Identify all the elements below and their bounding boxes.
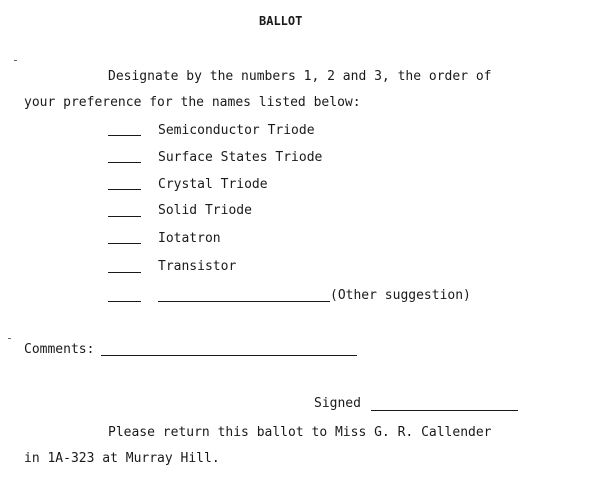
option-label: Solid Triode xyxy=(158,203,252,218)
option-label: Transistor xyxy=(158,259,237,274)
scan-speck xyxy=(8,338,11,339)
option-label: Semiconductor Triode xyxy=(158,123,315,138)
return-instructions-line-2: in 1A-323 at Murray Hill. xyxy=(24,451,220,466)
rank-input-semiconductor-triode[interactable] xyxy=(108,135,141,136)
option-label: Crystal Triode xyxy=(158,177,268,192)
other-suggestion-label: (Other suggestion) xyxy=(330,288,471,303)
option-label: Iotatron xyxy=(158,231,221,246)
rank-input-surface-states-triode[interactable] xyxy=(108,162,141,163)
rank-input-iotatron[interactable] xyxy=(108,243,141,244)
page-title: BALLOT xyxy=(259,14,303,28)
option-label: Surface States Triode xyxy=(158,150,323,165)
rank-input-other[interactable] xyxy=(108,301,141,302)
comments-label: Comments: xyxy=(24,342,95,357)
rank-input-solid-triode[interactable] xyxy=(108,216,141,217)
signed-label: Signed xyxy=(314,396,361,411)
scan-speck xyxy=(14,60,17,61)
comments-input[interactable] xyxy=(101,355,357,356)
return-instructions-line-1: Please return this ballot to Miss G. R. Callender xyxy=(108,425,492,440)
instructions-line-2: your preference for the names listed below: xyxy=(24,95,361,110)
rank-input-transistor[interactable] xyxy=(108,272,141,273)
other-suggestion-input[interactable] xyxy=(158,301,330,302)
instructions-line-1: Designate by the numbers 1, 2 and 3, the order of xyxy=(108,69,492,84)
signature-input[interactable] xyxy=(371,410,518,411)
rank-input-crystal-triode[interactable] xyxy=(108,189,141,190)
